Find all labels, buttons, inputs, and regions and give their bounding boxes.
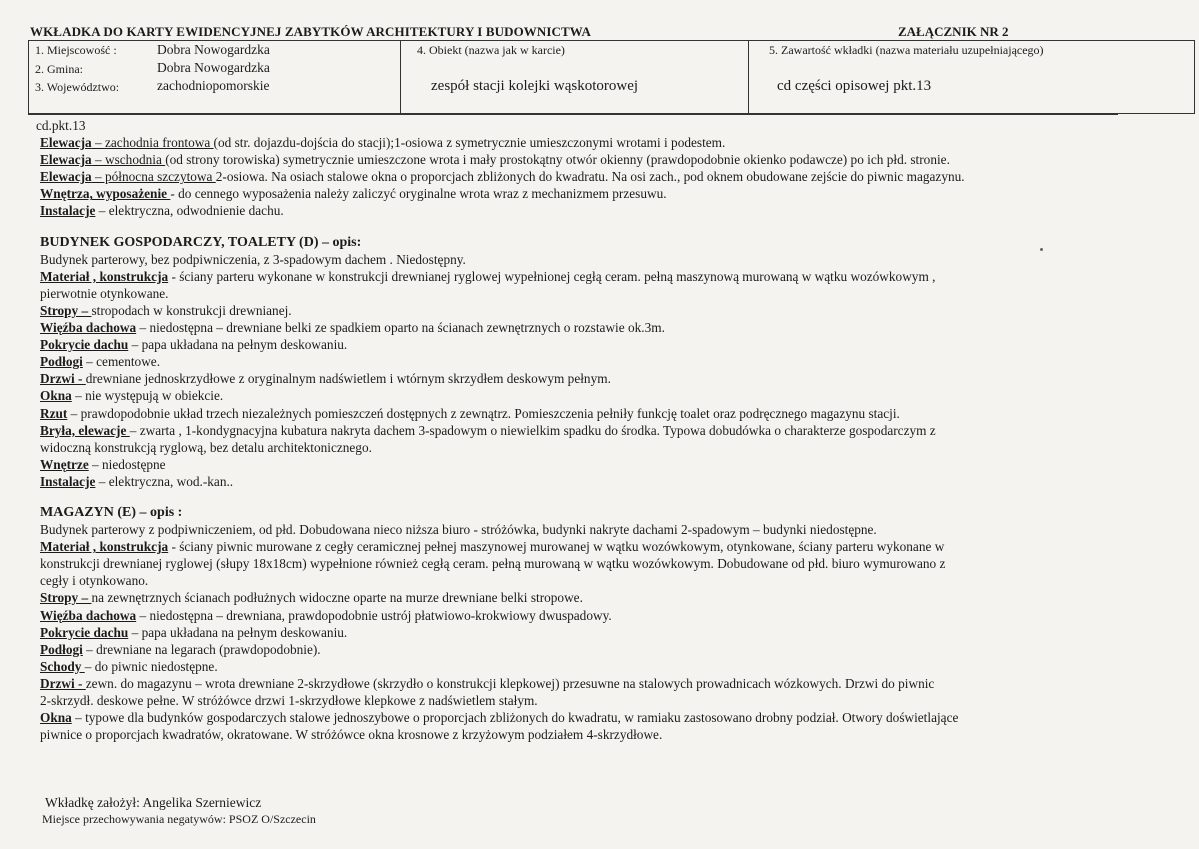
term: Bryła, elewacje [40, 422, 130, 438]
section-heading-e: MAGAZYN (E) – opis : [40, 504, 183, 520]
paragraph [40, 185, 1160, 202]
term: Materiał , konstrukcja [40, 268, 169, 284]
term: Okna [40, 388, 72, 404]
text: stropodach w konstrukcji drewnianej. [91, 302, 292, 318]
paragraph [40, 387, 1160, 404]
text: zewn. do magazynu – wrota drewniane 2-skrzydłowe (skrzydło o konstrukcji klepkowej) przesuwne na stalowych prowadnicach wózkowych. Drzwi do piwnic [85, 675, 935, 691]
paragraph-continuation: widoczną konstrukcją ryglową, bez detalu architektonicznego. [40, 439, 372, 455]
text: – niedostępna – drewniane belki ze spadkiem oparto na ścianach zewnętrznych o rozstawie ok.3m. [136, 320, 665, 336]
content-cell [749, 41, 1196, 113]
gmina-value: Dobra Nowogardzka [157, 60, 270, 75]
paragraph [40, 456, 1160, 473]
spacer [40, 220, 1160, 234]
term: Więźba dachowa [40, 607, 137, 623]
paragraph [40, 422, 1160, 439]
obiekt-value: zespół stacji kolejki wąskotorowej [431, 78, 639, 94]
text: – zwarta , 1-kondygnacyjna kubatura nakryta dachem 3-spadowym o niewielkim spadku do środka. Typowa dobudówka o charakterze gospodarczym z [129, 422, 936, 438]
text: – prawdopodobnie układ trzech niezależnych pomieszczeń dostępnych z zewnątrz. Pomieszczenia pełniły funkcję toalet oraz podręcznego magazynu stacji. [67, 405, 900, 421]
text: - ściany piwnic murowane z cegły ceramicznej pełnej maszynowej murowanej w wątku wozówkowym, otynkowane, ściany parteru wykonane w [168, 539, 945, 555]
text: 2-osiowa. Na osiach stalowe okna o proporcjach zbliżonych do kwadratu. Na osi zach., pod oknem obudowane zejście do piwnic magazynu. [215, 169, 965, 185]
text: – niedostępna – drewniana, prawdopodobnie ustrój płatwiowo-krokwiowy dwuspadowy. [136, 607, 612, 623]
term: Stropy – [40, 590, 92, 606]
term: Okna [40, 710, 72, 726]
term: Instalacje [40, 203, 96, 219]
object-cell [401, 41, 749, 113]
term: Drzwi - [40, 371, 86, 387]
gmina-label: 2. Gmina: [35, 62, 83, 76]
paragraph [40, 151, 1160, 168]
text: na zewnętrznych ścianach podłużnych widoczne oparte na murze drewniane belki stropowe. [91, 590, 583, 606]
term: Pokrycie dachu [40, 337, 129, 353]
stray-mark [1040, 248, 1043, 251]
zawartosc-value: cd części opisowej pkt.13 [777, 78, 932, 94]
miejscowosc-label: 1. Miejscowość : [35, 43, 117, 57]
paragraph [40, 641, 1160, 658]
term: Drzwi - [40, 675, 86, 691]
term-detail: – wschodnia [91, 152, 166, 168]
paragraph [40, 709, 1160, 726]
paragraph [40, 168, 1160, 185]
term: Podłogi [40, 354, 83, 370]
paragraph-continuation: cegły i otynkowano. [40, 573, 149, 589]
paragraph [40, 336, 1160, 353]
paragraph [40, 675, 1160, 692]
wojewodztwo-label: 3. Województwo: [35, 80, 120, 94]
term: Więźba dachowa [40, 320, 137, 336]
paragraph [40, 624, 1160, 641]
term-detail: – północna szczytowa [91, 169, 216, 185]
paragraph [40, 319, 1160, 336]
paragraph: Budynek parterowy z podpiwniczeniem, od płd. Dobudowana nieco niższa biuro - stróżówka, budynki nakryte dachami 2-spadowym – budynki niedostępne. [40, 522, 877, 538]
document-title: WKŁADKA DO KARTY EWIDENCYJNEJ ZABYTKÓW ARCHITEKTURY I BUDOWNICTWA [30, 24, 591, 39]
term: Rzut [40, 405, 68, 421]
term: Pokrycie dachu [40, 624, 129, 640]
paragraph [40, 658, 1160, 675]
wojewodztwo-value: zachodniopomorskie [157, 78, 270, 93]
term: Wnętrza, wyposażenie [40, 186, 171, 202]
paragraph [40, 405, 1160, 422]
term: Elewacja [40, 169, 92, 185]
header-table [28, 40, 1195, 114]
term-detail: – zachodnia frontowa [91, 135, 214, 151]
paragraph [40, 268, 1160, 285]
section-heading-d: BUDYNEK GOSPODARCZY, TOALETY (D) – opis: [40, 234, 362, 250]
paragraph [40, 202, 1160, 219]
term: Elewacja [40, 135, 92, 151]
text: - do cennego wyposażenia należy zaliczyć oryginalne wrota wraz z mechanizmem przesuwu. [170, 186, 667, 202]
term: Instalacje [40, 473, 96, 489]
obiekt-label: 4. Obiekt (nazwa jak w karcie) [417, 43, 565, 57]
term: Elewacja [40, 152, 92, 168]
paragraph [40, 538, 1160, 555]
text: – nie występują w obiekcie. [71, 388, 224, 404]
term: Podłogi [40, 641, 83, 657]
header-divider [28, 114, 1118, 115]
zawartosc-label: 5. Zawartość wkładki (nazwa materiału uzupełniającego) [769, 43, 1044, 57]
paragraph-continuation: pierwotnie otynkowane. [40, 285, 169, 301]
spacer [40, 490, 1160, 504]
text: – drewniane na legarach (prawdopodobnie). [82, 641, 321, 657]
paragraph [40, 607, 1160, 624]
term: Schody [40, 658, 85, 674]
term: Wnętrze [40, 456, 89, 472]
paragraph: Budynek parterowy, bez podpiwniczenia, z 3-spadowym dachem . Niedostępny. [40, 251, 466, 267]
author-line: Wkładkę założył: Angelika Szerniewicz [45, 795, 262, 810]
annex-number: ZAŁĄCZNIK NR 2 [898, 24, 1009, 39]
text: – elektryczna, wod.-kan.. [95, 473, 234, 489]
text: – typowe dla budynków gospodarczych stalowe jednoszybowe o proporcjach zbliżonych do kwadratu, w ramiaku zastosowano drobny podział. Otwory doświetlające [71, 710, 959, 726]
text: (od strony torowiska) symetrycznie umieszczone wrota i mały prostokątny otwór okienny (prawdopodobnie okienko podawcze) po ich płd. stronie. [165, 152, 950, 168]
text: – cementowe. [82, 354, 161, 370]
text: (od str. dojazdu-dojścia do stacji);1-osiowa z symetrycznie umieszczonymi wrotami i podestem. [213, 135, 726, 151]
paragraph [40, 473, 1160, 490]
text: – do piwnic niedostępne. [84, 658, 218, 674]
paragraph-continuation: konstrukcji drewnianej ryglowej (słupy 18x18cm) wypełnione również cegłą ceram. pełną murowaną w wątku wozówkowym. Dobudowane od płd. biuro wymurowano z [40, 556, 946, 572]
paragraph-continuation: piwnice o proporcjach kwadratów, okratowane. W stróżówce okna krosnowe z krzyżowym podziałem 4-skrzydłowe. [40, 727, 663, 743]
paragraph [40, 353, 1160, 370]
text: drewniane jednoskrzydłowe z oryginalnym nadświetlem i wtórnym skrzydłem deskowym pełnym. [85, 371, 611, 387]
term: Stropy – [40, 302, 92, 318]
text: - ściany parteru wykonane w konstrukcji drewnianej ryglowej wypełnionej cegłą ceram. pełną maszynową murowaną w wątku wozówkowym , [168, 268, 936, 284]
text: – elektryczna, odwodnienie dachu. [95, 203, 284, 219]
paragraph [40, 302, 1160, 319]
paragraph-continuation: 2-skrzydł. deskowe pełne. W stróżówce drzwi 1-skrzydłowe klepkowe z nadświetlem stałym. [40, 693, 538, 708]
paragraph [40, 589, 1160, 606]
paragraph [40, 370, 1160, 387]
storage-line: Miejsce przechowywania negatywów: PSOZ O/Szczecin [42, 812, 316, 826]
term: Materiał , konstrukcja [40, 539, 169, 555]
paragraph [40, 134, 1160, 151]
continuation-label: cd.pkt.13 [36, 118, 86, 133]
description-body [36, 117, 1160, 743]
text: – niedostępne [88, 456, 166, 472]
location-cell [29, 41, 401, 113]
text: – papa układana na pełnym deskowaniu. [128, 624, 348, 640]
miejscowosc-value: Dobra Nowogardzka [157, 42, 270, 57]
text: – papa układana na pełnym deskowaniu. [128, 337, 348, 353]
